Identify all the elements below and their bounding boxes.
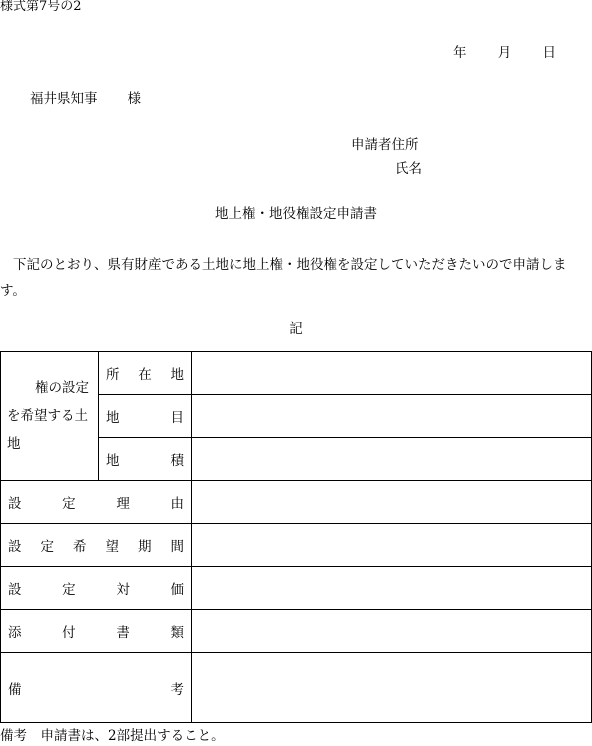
date-month-label: 月	[497, 45, 512, 61]
label-char: 備	[8, 681, 22, 698]
land-group-label	[1, 352, 99, 481]
sub-label-chars	[99, 406, 191, 426]
label-chars	[1, 578, 191, 598]
ki-heading: 記	[289, 321, 303, 337]
label-consideration	[1, 567, 192, 610]
label-char: 積	[170, 453, 184, 469]
sub-label-area	[99, 438, 192, 481]
land-group-text: 権の設定を希望する土地	[7, 380, 89, 452]
table-row	[1, 524, 592, 567]
table-row	[1, 567, 592, 610]
label-char: 地	[170, 367, 184, 383]
value-field-attachments[interactable]	[192, 610, 592, 653]
label-attachments	[1, 610, 192, 653]
label-char: 由	[170, 496, 184, 512]
label-char: 在	[138, 367, 152, 383]
label-char: 目	[170, 410, 184, 426]
table-row	[1, 610, 592, 653]
sub-label-location	[99, 352, 192, 395]
body-sentence: 下記のとおり、県有財産である土地に地上権・地役権を設定していただきたいので申請します。	[0, 257, 567, 299]
value-field-consideration[interactable]	[192, 567, 592, 610]
sub-label-land-category	[99, 395, 192, 438]
label-char: 価	[170, 582, 184, 598]
label-char: 定	[62, 582, 76, 598]
table-row	[1, 481, 592, 524]
value-field-period[interactable]	[192, 524, 592, 567]
label-chars	[1, 535, 191, 555]
label-char: 設	[8, 539, 22, 555]
label-chars	[1, 492, 191, 512]
sub-label-chars	[99, 363, 191, 383]
label-remarks	[1, 653, 192, 723]
label-reason	[1, 481, 192, 524]
application-table	[0, 351, 592, 723]
label-char: 設	[8, 496, 22, 512]
form-number: 様式第7号の2	[0, 0, 82, 14]
date-line	[453, 47, 556, 61]
label-char: 定	[62, 496, 76, 512]
value-field-location[interactable]	[192, 352, 592, 395]
label-char: 間	[170, 539, 184, 555]
label-char: 所	[106, 367, 120, 383]
label-char: 書	[116, 625, 130, 641]
label-char: 地	[106, 453, 120, 469]
applicant-name-label: 氏名	[395, 161, 422, 177]
label-char: 対	[116, 582, 130, 598]
table-row	[1, 653, 592, 723]
label-char: 望	[105, 539, 119, 555]
label-char: 設	[8, 582, 22, 598]
table-row	[1, 352, 592, 395]
date-year-label: 年	[453, 45, 467, 61]
label-char: 考	[170, 681, 184, 698]
addressee-name: 福井県知事	[30, 91, 98, 107]
value-field-reason[interactable]	[192, 481, 592, 524]
addressee	[30, 93, 141, 107]
value-field-area[interactable]	[192, 438, 592, 481]
footer-note: 備考 申請書は、2部提出すること。	[0, 728, 225, 744]
value-field-land-category[interactable]	[192, 395, 592, 438]
label-period	[1, 524, 192, 567]
label-char: 希	[73, 539, 87, 555]
sub-label-chars	[99, 449, 191, 469]
value-field-remarks[interactable]	[192, 653, 592, 723]
addressee-honorific: 様	[127, 91, 141, 107]
label-char: 定	[40, 539, 54, 555]
label-chars	[1, 678, 191, 698]
applicant-address-label: 申請者住所	[351, 137, 419, 153]
label-char: 期	[138, 539, 152, 555]
label-char: 理	[116, 496, 130, 512]
label-char: 地	[106, 410, 120, 426]
label-char: 付	[62, 625, 76, 641]
label-char: 添	[8, 625, 22, 641]
body-text	[0, 252, 592, 304]
document-title: 地上権・地役権設定申請書	[215, 206, 377, 222]
date-day-label: 日	[542, 45, 556, 61]
label-chars	[1, 621, 191, 641]
label-char: 類	[170, 625, 184, 641]
